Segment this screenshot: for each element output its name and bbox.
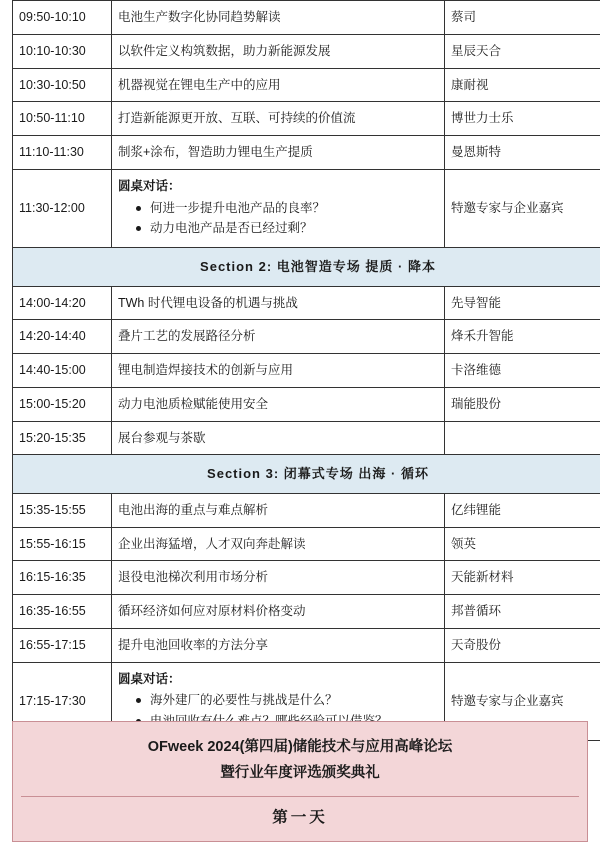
agenda-table	[12, 0, 600, 741]
table-row	[13, 102, 600, 136]
agenda-speaker-cell: 特邀专家与企业嘉宾	[445, 169, 600, 247]
agenda-topic-cell: TWh 时代锂电设备的机遇与挑战	[112, 286, 445, 320]
agenda-topic-cell: 电池生产数字化协同趋势解读	[112, 1, 445, 35]
table-row	[13, 286, 600, 320]
agenda-speaker-cell: 烽禾升智能	[445, 320, 600, 354]
roundtable-question: 何进一步提升电池产品的良率？	[136, 199, 438, 218]
agenda-time-cell: 16:35-16:55	[13, 595, 112, 629]
agenda-table-body	[13, 1, 600, 741]
agenda-topic-cell: 循环经济如何应对原材料价格变动	[112, 595, 445, 629]
table-row	[13, 421, 600, 455]
agenda-speaker-cell: 星辰天合	[445, 34, 600, 68]
table-row	[13, 1, 600, 35]
table-row	[13, 527, 600, 561]
agenda-time-cell: 09:50-10:10	[13, 1, 112, 35]
table-row	[13, 34, 600, 68]
agenda-speaker-cell: 曼恩斯特	[445, 136, 600, 170]
agenda-topic-cell: 打造新能源更开放、互联、可持续的价值流	[112, 102, 445, 136]
table-row	[13, 628, 600, 662]
agenda-section-label: Section 2: 电池智造专场 提质 · 降本	[13, 248, 600, 287]
agenda-time-cell: 11:30-12:00	[13, 169, 112, 247]
agenda-speaker-cell	[445, 421, 600, 455]
agenda-topic-cell: 以软件定义构筑数据，助力新能源发展	[112, 34, 445, 68]
agenda-time-cell: 10:10-10:30	[13, 34, 112, 68]
roundtable-title: 圆桌对话：	[118, 178, 181, 193]
agenda-topic-cell: 动力电池质检赋能使用安全	[112, 387, 445, 421]
agenda-time-cell: 17:15-17:30	[13, 662, 112, 740]
agenda-time-cell: 11:10-11:30	[13, 136, 112, 170]
roundtable-title: 圆桌对话：	[118, 671, 181, 686]
agenda-speaker-cell: 康耐视	[445, 68, 600, 102]
roundtable-question: 动力电池产品是否已经过剩？	[136, 219, 438, 238]
agenda-section-row	[13, 455, 600, 494]
agenda-topic-cell: 叠片工艺的发展路径分析	[112, 320, 445, 354]
table-row	[13, 320, 600, 354]
agenda-time-cell: 15:55-16:15	[13, 527, 112, 561]
roundtable-question: 海外建厂的必要性与挑战是什么？	[136, 691, 438, 710]
agenda-speaker-cell: 博世力士乐	[445, 102, 600, 136]
agenda-speaker-cell: 先导智能	[445, 286, 600, 320]
agenda-topic-cell: 企业出海猛增，人才双向奔赴解读	[112, 527, 445, 561]
agenda-time-cell: 15:20-15:35	[13, 421, 112, 455]
agenda-time-cell: 14:00-14:20	[13, 286, 112, 320]
agenda-speaker-cell: 天能新材料	[445, 561, 600, 595]
agenda-topic-cell: 制浆+涂布，智造助力锂电生产提质	[112, 136, 445, 170]
agenda-time-cell: 14:20-14:40	[13, 320, 112, 354]
agenda-time-cell: 16:55-17:15	[13, 628, 112, 662]
agenda-time-cell: 16:15-16:35	[13, 561, 112, 595]
agenda-topic-cell: 提升电池回收率的方法分享	[112, 628, 445, 662]
footer-banner	[12, 721, 588, 842]
agenda-topic-cell: 锂电制造焊接技术的创新与应用	[112, 354, 445, 388]
agenda-topic-cell: 展台参观与茶歇	[112, 421, 445, 455]
agenda-topic-cell	[112, 169, 445, 247]
agenda-speaker-cell: 特邀专家与企业嘉宾	[445, 662, 600, 740]
agenda-time-cell: 14:40-15:00	[13, 354, 112, 388]
agenda-speaker-cell: 蔡司	[445, 1, 600, 35]
agenda-topic-cell: 机器视觉在锂电生产中的应用	[112, 68, 445, 102]
table-row	[13, 493, 600, 527]
table-row	[13, 68, 600, 102]
agenda-speaker-cell: 领英	[445, 527, 600, 561]
agenda-speaker-cell: 卡洛维德	[445, 354, 600, 388]
table-row	[13, 169, 600, 247]
roundtable-question-list	[118, 199, 438, 239]
agenda-time-cell: 10:30-10:50	[13, 68, 112, 102]
agenda-speaker-cell: 瑞能股份	[445, 387, 600, 421]
agenda-time-cell: 15:00-15:20	[13, 387, 112, 421]
agenda-speaker-cell: 天奇股份	[445, 628, 600, 662]
agenda-section-label: Section 3: 闭幕式专场 出海 · 循环	[13, 455, 600, 494]
agenda-topic-cell: 电池出海的重点与难点解析	[112, 493, 445, 527]
agenda-time-cell: 15:35-15:55	[13, 493, 112, 527]
table-row	[13, 354, 600, 388]
agenda-speaker-cell: 亿纬锂能	[445, 493, 600, 527]
footer-title-line2: 暨行业年度评选颁奖典礼	[220, 764, 380, 781]
footer-title-line1: OFweek 2024(第四届)储能技术与应用高峰论坛	[147, 738, 453, 755]
footer-day-label: 第一天	[21, 796, 579, 827]
agenda-section-row	[13, 248, 600, 287]
table-row	[13, 136, 600, 170]
agenda-time-cell: 10:50-11:10	[13, 102, 112, 136]
agenda-speaker-cell: 邦普循环	[445, 595, 600, 629]
footer-banner-wrapper	[0, 721, 600, 842]
table-row	[13, 387, 600, 421]
table-row	[13, 595, 600, 629]
table-row	[13, 561, 600, 595]
agenda-topic-cell: 退役电池梯次利用市场分析	[112, 561, 445, 595]
